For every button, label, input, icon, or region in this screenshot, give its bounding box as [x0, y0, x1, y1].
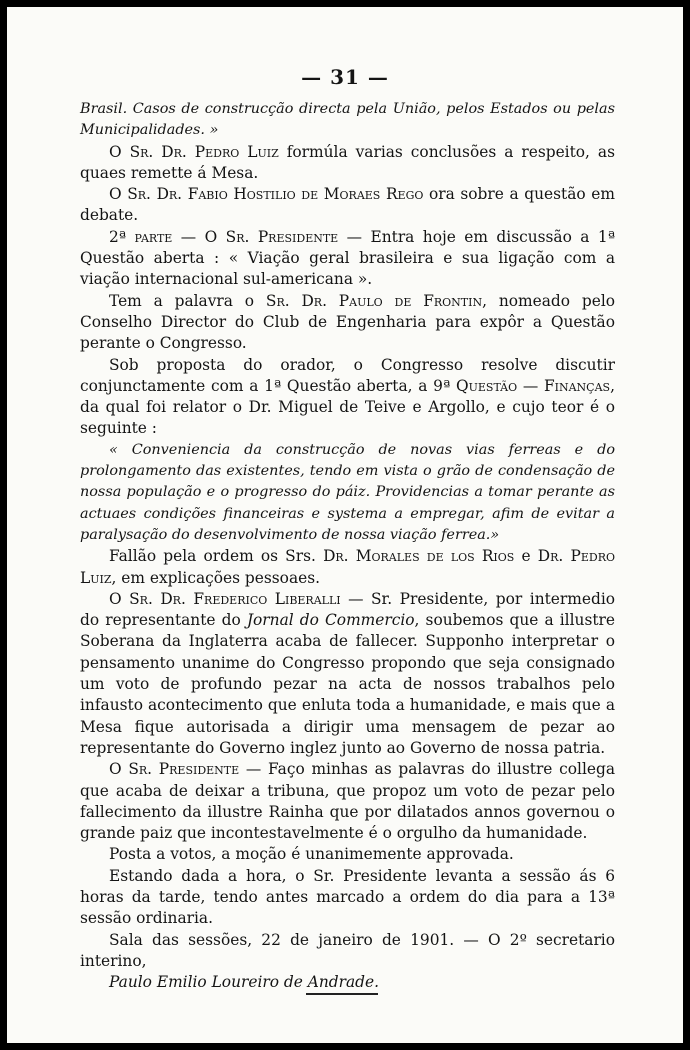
text-run: , soubemos que a illustre Soberana da Inglaterra acaba de fallecer. Supponho interpretar o pensamento unanime do Congresso propondo que seja consignado um voto de profundo pezar na acta de nossos trabalhos pelo infausto acontecimento que enluta toda a humanidade, e mais que a Mesa fique autorisada a dirigir uma mensagem de pezar ao representante do Governo inglez junto ao Governo de nossa patria.: [80, 611, 615, 757]
text-run: , nomeado pelo Conselho Director do Club de Engenharia para expôr a Questão perante o Congresso.: [80, 291, 616, 353]
speaker-name: Sr. Presidente: [225, 227, 339, 246]
text-run: O: [109, 185, 128, 204]
text-run: Fallão pela ordem os Srs.: [109, 547, 324, 566]
speaker-name: Dr. Morales de los Rios: [323, 547, 515, 566]
speaker-name: Sr. Dr. Frederico Liberalli: [129, 589, 341, 608]
text-run: , em explicações pessoaes.: [111, 568, 321, 587]
body-text: [80, 99, 615, 993]
paragraph-date: Sala das sessões, 22 de janeiro de 1901. — O 2º secretario interino,: [80, 930, 615, 970]
speaker-name: Dr. Pedro Luiz: [80, 547, 615, 587]
paragraph-vote: Posta a votos, a moção é unanimemente approvada.: [109, 845, 514, 864]
text-run: Sob proposta do orador, o Congresso resolve discutir conjunctamente com a 1ª Questão aberta, a 9ª: [80, 355, 615, 395]
text-run: O: [109, 589, 130, 608]
text-run: , da qual foi relator o Dr. Miguel de Teive e Argollo, e cujo teor é o seguinte :: [80, 376, 615, 438]
bottom-rule: [306, 993, 378, 995]
paragraph-personal-explanations: [80, 546, 615, 589]
section-label: parte: [134, 227, 173, 246]
text-run: e: [514, 547, 538, 566]
paragraph-liberalli: [80, 589, 615, 759]
text-run: — Entra hoje em discussão a 1ª Questão aberta : « Viação geral brasileira e sua ligação com a viação internacional sul-americana ».: [80, 227, 616, 289]
paragraph-continuation: Brasil. Casos de construcção directa pela União, pelos Estados ou pelas Municipalidades. »: [80, 101, 615, 139]
speaker-name: Sr. Dr. Pedro Luiz: [129, 142, 279, 161]
text-run: O: [109, 760, 129, 779]
paragraph-fabio-hostilio: [80, 184, 615, 227]
question-label: Questão — Finanças: [455, 376, 611, 395]
paragraph-paulo-frontin: [80, 291, 615, 355]
text-run: — O: [172, 227, 226, 246]
newspaper-title: Jornal do Commercio: [246, 611, 415, 630]
text-run: formúla varias conclusões a respeito, as quaes remette á Mesa.: [80, 142, 615, 182]
signature-line: Paulo Emilio Loureiro de Andrade.: [109, 973, 380, 992]
paragraph-proposal: [80, 355, 615, 440]
text-run: — Sr. Presidente, por intermedio do representante do: [80, 589, 616, 630]
speaker-name: Sr. Presidente: [128, 760, 240, 779]
text-run: — Faço minhas as palavras do illustre collega que acaba de deixar a tribuna, que propoz um voto de pezar pelo fallecimento da illustre Rainha que por dilatados annos governou o grande paiz que incontestavelmente é o orgulho da humanidade.: [80, 760, 616, 843]
text-run: ora sobre a questão em debate.: [80, 185, 615, 225]
paragraph-presidente: [80, 759, 615, 844]
text-run: Tem a palavra o: [109, 291, 266, 310]
speaker-name: Sr. Dr. Fabio Hostilio de Moraes Rego: [127, 185, 424, 204]
text-run: 2ª: [109, 227, 135, 246]
paragraph-second-part: [80, 227, 615, 291]
document-page: [7, 7, 683, 1043]
paragraph-pedro-luiz: [80, 142, 615, 185]
paragraph-adjournment: Estando dada a hora, o Sr. Presidente levanta a sessão ás 6 horas da tarde, tendo antes marcado a ordem do dia para a 13ª sessão ordinaria.: [80, 866, 615, 928]
paragraph-quotation: « Conveniencia da construcção de novas vias ferreas e do prolongamento das existentes, tendo em vista o grão de condensação de nossa população e o progresso do páiz. Providencias a tomar perante as actuaes condições financeiras e systema a empregar, afim de evitar a paralysação do desenvolvimento de nossa viação ferrea.»: [80, 441, 615, 543]
page-number: — 31 —: [301, 65, 389, 89]
speaker-name: Sr. Dr. Paulo de Frontin: [265, 291, 483, 310]
text-run: O: [109, 142, 130, 161]
